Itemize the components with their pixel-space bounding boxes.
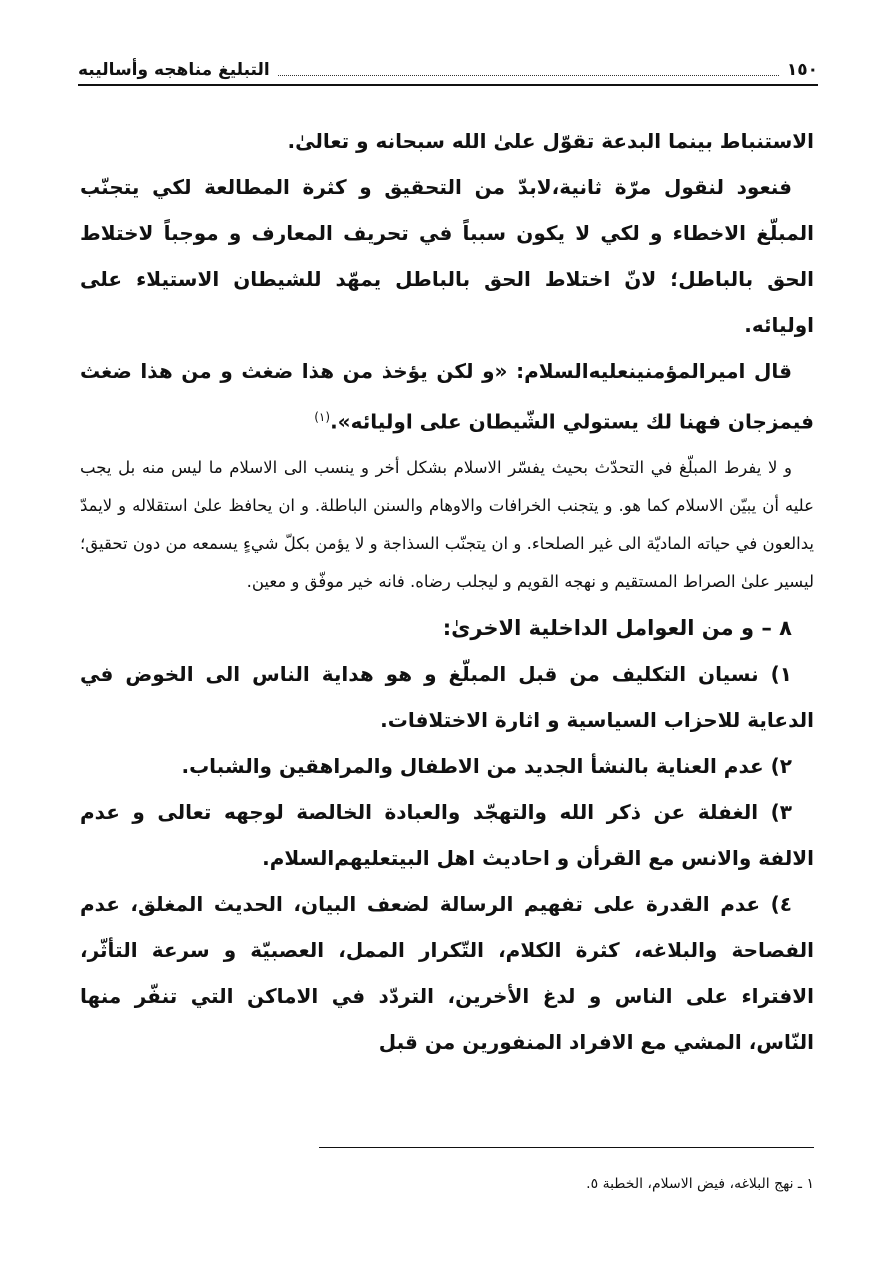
list-item-4: ٤) عدم القدرة على تفهيم الرسالة لضعف البيان، الحديث المغلق، عدم الفصاحة والبلاغه، كثرة الكلام، التّكرار الممل، العصبيّة و سرعة التأثّر، الافتراء على الناس و لدغ الأخرين، التردّد في الاماكن التي تنفّر منها النّاس، المشي مع الافراد المنفورين من قبل [80,891,814,1054]
paragraph-advice: و لا يفرط المبلّغ في التحدّث بحيث يفسّر الاسلام بشكل أخر و ينسب الى الاسلام ما ليس منه بل يجب عليه أن يبيّن الاسلام كما هو. و يتجنب الخرافات والاوهام والسنن الباطلة. و ان يحافظ علىٰ استقلاله و لايمدّ يدالعون في حياته الماديّة الى غير الصلحاء. و ان يتجنّب السذاجة و لا يؤمن بكلّ شيءٍ يسمعه من دون تحقيق؛ ليسير علىٰ الصراط المستقيم و نهجه القويم و ليجلب رضاه. فانه خير موفّق و معين. [80,457,814,591]
footnote: ١ ـ نهج البلاغه، فيض الاسلام، الخطبة ٥. [586,1176,814,1192]
footnote-reference: (١) [314,410,331,424]
paragraph-research: فنعود لنقول مرّة ثانية،لابدّ من التحقيق و كثرة المطالعة لكي يتجنّب المبلّغ الاخطاء و لكي لا يكون سبباً في تحريف المعارف و موجباً لاختلاط الحق بالباطل؛ لانّ اختلاط الحق بالباطل يمهّد للشيطان الاستيلاء على اوليائه. [80,175,814,337]
footnote-divider [319,1147,814,1148]
paragraph-continuation: الاستنباط بينما البدعة تقوّل علىٰ الله سبحانه و تعالىٰ. [287,129,814,153]
dotted-leader [278,65,779,76]
page-number: ١٥٠ [786,60,818,80]
book-title: التبليغ مناهجه وأساليبه [78,60,270,80]
quote-text: قال اميرالمؤمنينعليه‌السلام: «و لكن يؤخذ من هذا ضغث و من هذا ضغث فيمزجان فهنا لك يستولي الشّيطان على اوليائه». [80,359,814,434]
running-header [78,56,818,86]
section-heading: ٨ – و من العوامل الداخلية الاخرىٰ: [442,615,792,640]
list-item-2: ٢) عدم العناية بالنشأ الجديد من الاطفال والمراهقين والشباب. [181,753,792,778]
paragraph-quote [80,348,814,445]
page-body [80,118,814,1065]
list-item-3: ٣) الغفلة عن ذكر الله والتهجّد والعبادة الخالصة لوجهه تعالى و عدم الالفة والانس مع القرأن و احاديث اهل البيتعليهم‌السلام. [80,799,814,870]
list-item-1: ١) نسيان التكليف من قبل المبلّغ و هو هداية الناس الى الخوض في الدعاية للاحزاب السياسية و اثارة الاختلافات. [80,661,814,732]
